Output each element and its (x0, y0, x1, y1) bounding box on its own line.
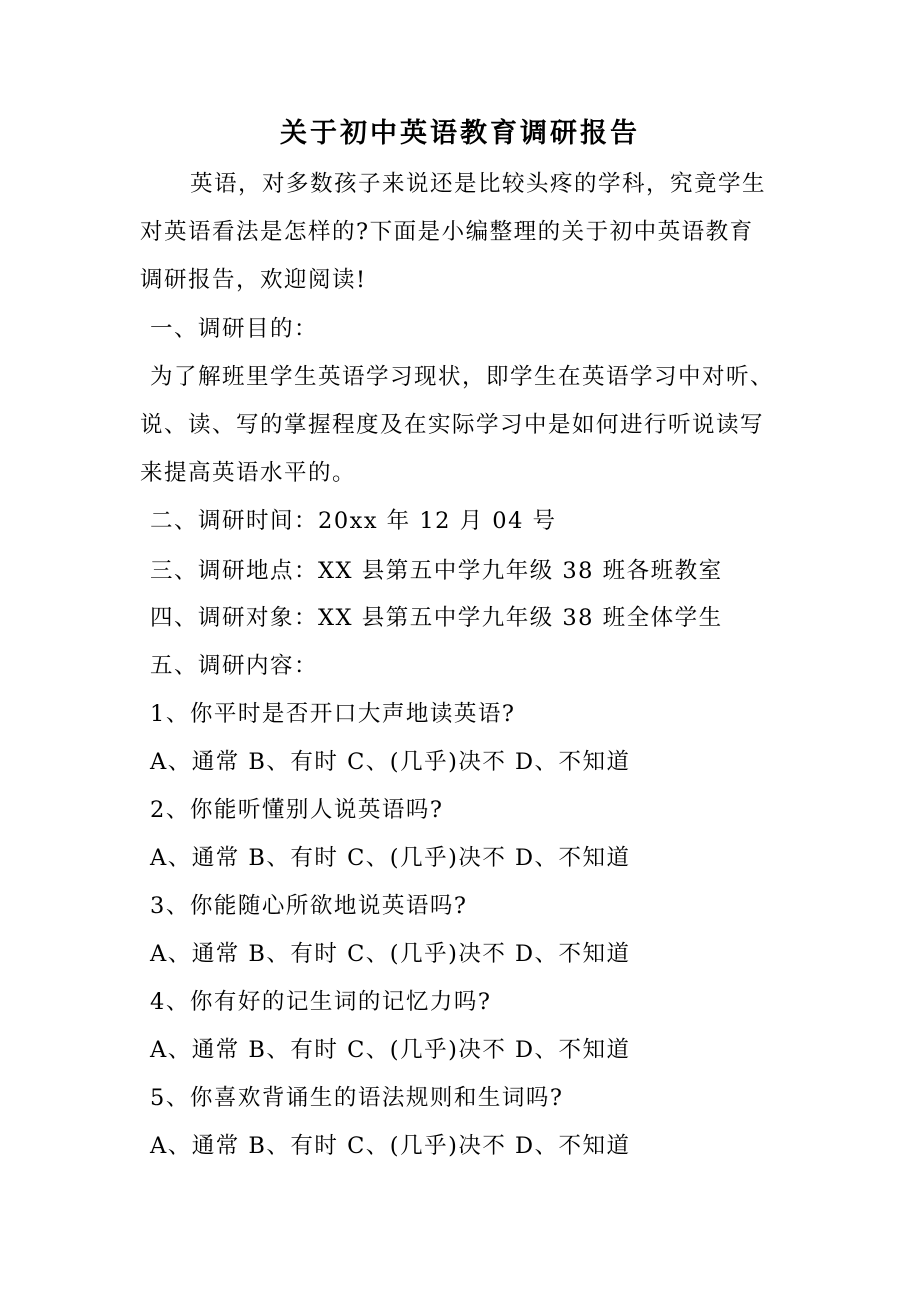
question-2-options: A、通常 B、有时 C、(几乎)决不 D、不知道 (150, 845, 631, 871)
question-3: 3、你能随心所欲地说英语吗? (150, 893, 468, 919)
question-5: 5、你喜欢背诵生的语法规则和生词吗? (150, 1085, 564, 1111)
question-4: 4、你有好的记生词的记忆力吗? (150, 989, 492, 1015)
section-subjects: 四、调研对象：XX 县第五中学九年级 38 班全体学生 (150, 605, 723, 631)
section-purpose-heading: 一、调研目的： (150, 316, 319, 342)
question-5-options: A、通常 B、有时 C、(几乎)决不 D、不知道 (150, 1133, 631, 1159)
section-content-heading: 五、调研内容： (150, 653, 319, 679)
purpose-text-line-1: 为了解班里学生英语学习现状，即学生在英语学习中对听、 (150, 364, 775, 390)
question-1: 1、你平时是否开口大声地读英语? (150, 701, 516, 727)
section-time: 二、调研时间：20xx 年 12 月 04 号 (150, 508, 557, 534)
intro-line-2: 对英语看法是怎样的?下面是小编整理的关于初中英语教育 (140, 219, 754, 245)
document-title: 关于初中英语教育调研报告 (280, 118, 640, 149)
question-4-options: A、通常 B、有时 C、(几乎)决不 D、不知道 (150, 1037, 631, 1063)
section-location: 三、调研地点：XX 县第五中学九年级 38 班各班教室 (150, 558, 723, 584)
purpose-text-line-2: 说、读、写的掌握程度及在实际学习中是如何进行听说读写 (140, 412, 765, 438)
question-3-options: A、通常 B、有时 C、(几乎)决不 D、不知道 (150, 941, 631, 967)
purpose-text-line-3: 来提高英语水平的。 (140, 460, 357, 486)
question-1-options: A、通常 B、有时 C、(几乎)决不 D、不知道 (150, 749, 631, 775)
intro-line-1: 英语，对多数孩子来说还是比较头疼的学科，究竟学生 (190, 171, 767, 197)
question-2: 2、你能听懂别人说英语吗? (150, 797, 444, 823)
intro-line-3: 调研报告，欢迎阅读! (140, 267, 367, 293)
